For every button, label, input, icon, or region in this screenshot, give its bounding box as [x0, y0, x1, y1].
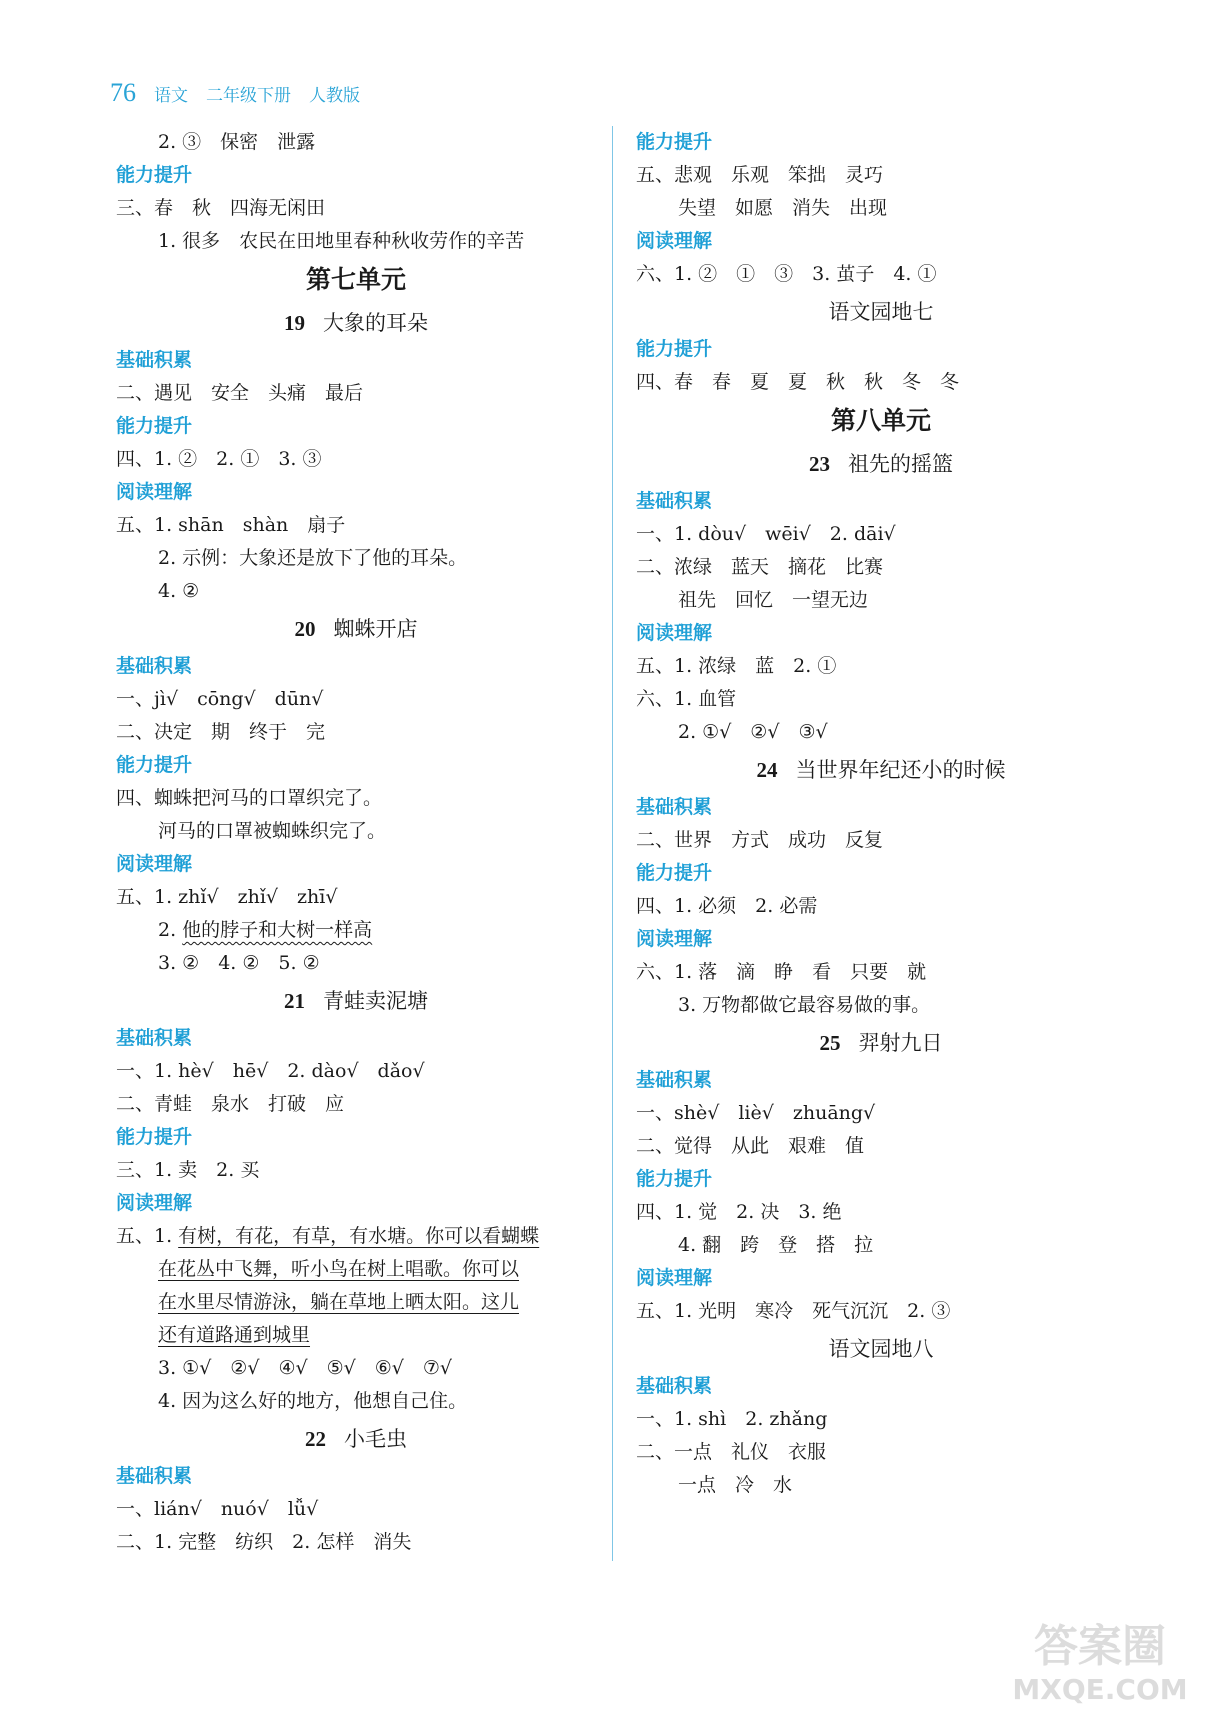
answer-line: 河马的口罩被蜘蛛织完了。 — [158, 820, 387, 842]
answer-line: 三、春 秋 四海无闲田 — [116, 197, 326, 219]
section-label: 基础积累 — [636, 1069, 713, 1091]
answer-line: 2. ③ 保密 泄露 — [158, 131, 316, 153]
section-label: 基础积累 — [116, 349, 193, 371]
unit-title: 第八单元 — [830, 406, 931, 435]
lesson-title — [116, 302, 596, 344]
underlined-answer: 还有道路通到城里 — [158, 1324, 311, 1346]
lesson-number: 25 — [819, 1031, 841, 1055]
answer-line — [116, 1286, 596, 1319]
lesson-title — [116, 608, 596, 650]
section-label: 阅读理解 — [116, 853, 193, 875]
answer-line: 五、1. zhǐ√ zhǐ√ zhī√ — [116, 886, 338, 908]
answer-line: 四、1. ② 2. ① 3. ③ — [116, 448, 322, 470]
answer-line: 二、1. 完整 纺织 2. 怎样 消失 — [116, 1531, 412, 1553]
header-subject: 语文 — [154, 86, 188, 106]
answer-line: 4. 翻 跨 登 搭 拉 — [678, 1234, 874, 1256]
section-label: 阅读理解 — [636, 928, 713, 950]
left-column — [116, 126, 596, 1559]
answer-line: 五、1. shān shàn 扇子 — [116, 514, 346, 536]
answer-line: 二、浓绿 蓝天 摘花 比赛 — [636, 556, 884, 578]
lesson-title — [636, 749, 1126, 791]
answer-line: 一点 冷 水 — [678, 1474, 793, 1496]
answer-line: 一、1. dòu√ wēi√ 2. dāi√ — [636, 523, 896, 545]
answer-line: 三、1. 卖 2. 买 — [116, 1159, 260, 1181]
section-label: 阅读理解 — [636, 230, 713, 252]
answer-line: 五、1. 光明 寒冷 死气沉沉 2. ③ — [636, 1300, 951, 1322]
lesson-name: 祖先的摇篮 — [848, 452, 953, 476]
answer-line: 二、遇见 安全 头痛 最后 — [116, 382, 364, 404]
lesson-title: 语文园地七 — [828, 300, 934, 324]
lesson-number: 22 — [305, 1427, 326, 1451]
right-column — [636, 126, 1126, 1502]
section-label: 阅读理解 — [636, 1267, 713, 1289]
answer-line: 二、世界 方式 成功 反复 — [636, 829, 884, 851]
lesson-title — [636, 443, 1126, 485]
section-label: 基础积累 — [636, 490, 713, 512]
answer-line: 一、lián√ nuó√ lǚ√ — [116, 1498, 319, 1520]
watermark-logo — [990, 1609, 1210, 1709]
section-label: 能力提升 — [116, 415, 193, 437]
lesson-name: 小毛虫 — [344, 1427, 407, 1451]
header-grade: 二年级下册 — [206, 86, 291, 106]
answer-line: 一、1. hè√ hē√ 2. dào√ dǎo√ — [116, 1060, 425, 1082]
answer-line: 2. 示例：大象还是放下了他的耳朵。 — [158, 547, 468, 569]
lesson-name: 青蛙卖泥塘 — [323, 989, 428, 1013]
lesson-name: 羿射九日 — [858, 1031, 943, 1055]
underlined-answer: 有树，有花，有草，有水塘。你可以看蝴蝶 — [178, 1225, 540, 1247]
answer-line: 祖先 回忆 一望无边 — [678, 589, 869, 611]
lesson-number: 20 — [294, 617, 316, 641]
answer-prefix: 五、1. — [116, 1225, 179, 1247]
section-label: 阅读理解 — [116, 1192, 193, 1214]
watermark-text-url: MXQE.COM — [1012, 1673, 1188, 1706]
answer-line: 二、青蛙 泉水 打破 应 — [116, 1093, 345, 1115]
answer-line: 四、春 春 夏 夏 秋 秋 冬 冬 — [636, 371, 960, 393]
underlined-answer: 在水里尽情游泳，躺在草地上晒太阳。这儿 — [158, 1291, 520, 1313]
answer-line — [116, 914, 596, 947]
answer-line: 1. 很多 农民在田地里春种秋收劳作的辛苦 — [158, 230, 525, 252]
section-label: 基础积累 — [116, 655, 193, 677]
underlined-answer: 在花丛中飞舞，听小鸟在树上唱歌。你可以 — [158, 1258, 520, 1280]
answer-line: 六、1. 血管 — [636, 688, 737, 710]
lesson-number: 19 — [284, 311, 305, 335]
column-divider — [612, 126, 613, 1561]
answer-line — [116, 1319, 596, 1352]
section-label: 基础积累 — [636, 1375, 713, 1397]
section-label: 基础积累 — [116, 1465, 193, 1487]
answer-line: 3. ② 4. ② 5. ② — [158, 952, 320, 974]
answer-line: 四、1. 必须 2. 必需 — [636, 895, 818, 917]
lesson-name: 当世界年纪还小的时候 — [795, 758, 1006, 782]
answer-line: 失望 如愿 消失 出现 — [678, 197, 888, 219]
answer-line — [116, 1220, 596, 1253]
lesson-title — [116, 1418, 596, 1460]
answer-line: 二、决定 期 终于 完 — [116, 721, 326, 743]
answer-line: 一、1. shì 2. zhǎng — [636, 1408, 828, 1430]
section-label: 基础积累 — [116, 1027, 193, 1049]
answer-line: 五、1. 浓绿 蓝 2. ① — [636, 655, 837, 677]
section-label: 能力提升 — [636, 131, 713, 153]
answer-line: 4. ② — [158, 580, 200, 602]
section-label: 能力提升 — [116, 164, 193, 186]
header-edition: 人教版 — [309, 86, 360, 106]
section-label: 能力提升 — [116, 754, 193, 776]
watermark-text-cn: 答案圈 — [1034, 1621, 1166, 1672]
section-label: 能力提升 — [636, 1168, 713, 1190]
answer-line: 3. 万物都做它最容易做的事。 — [678, 994, 931, 1016]
lesson-title — [116, 980, 596, 1022]
answer-line: 四、1. 觉 2. 决 3. 绝 — [636, 1201, 842, 1223]
section-label: 阅读理解 — [116, 481, 193, 503]
lesson-name: 大象的耳朵 — [323, 311, 428, 335]
answer-line: 四、蜘蛛把河马的口罩织完了。 — [116, 787, 383, 809]
lesson-number: 23 — [809, 452, 830, 476]
lesson-number: 21 — [284, 989, 305, 1013]
section-label: 阅读理解 — [636, 622, 713, 644]
answer-line: 五、悲观 乐观 笨拙 灵巧 — [636, 164, 884, 186]
answer-prefix: 2. — [158, 919, 183, 941]
answer-line: 3. ①√ ②√ ④√ ⑤√ ⑥√ ⑦√ — [158, 1357, 453, 1379]
answer-line: 二、觉得 从此 艰难 值 — [636, 1135, 865, 1157]
section-label: 能力提升 — [116, 1126, 193, 1148]
page-number: 76 — [110, 78, 136, 107]
unit-title: 第七单元 — [305, 265, 406, 294]
section-label: 能力提升 — [636, 338, 713, 360]
lesson-name: 蜘蛛开店 — [333, 617, 418, 641]
lesson-number: 24 — [756, 758, 778, 782]
section-label: 能力提升 — [636, 862, 713, 884]
section-label: 基础积累 — [636, 796, 713, 818]
lesson-title — [636, 1022, 1126, 1064]
answer-line — [116, 1253, 596, 1286]
answer-line: 2. ①√ ②√ ③√ — [678, 721, 828, 743]
answer-line: 六、1. 落 滴 睁 看 只要 就 — [636, 961, 927, 983]
answer-line: 六、1. ② ① ③ 3. 茧子 4. ① — [636, 263, 937, 285]
answer-line: 二、一点 礼仪 衣服 — [636, 1441, 827, 1463]
lesson-title: 语文园地八 — [828, 1337, 934, 1361]
answer-line: 一、jì√ cōng√ dūn√ — [116, 688, 324, 710]
wavy-underlined-answer: 他的脖子和大树一样高 — [182, 919, 373, 941]
page-header — [110, 78, 360, 108]
answer-line: 4. 因为这么好的地方，他想自己住。 — [158, 1390, 468, 1412]
answer-line: 一、shè√ liè√ zhuāng√ — [636, 1102, 876, 1124]
